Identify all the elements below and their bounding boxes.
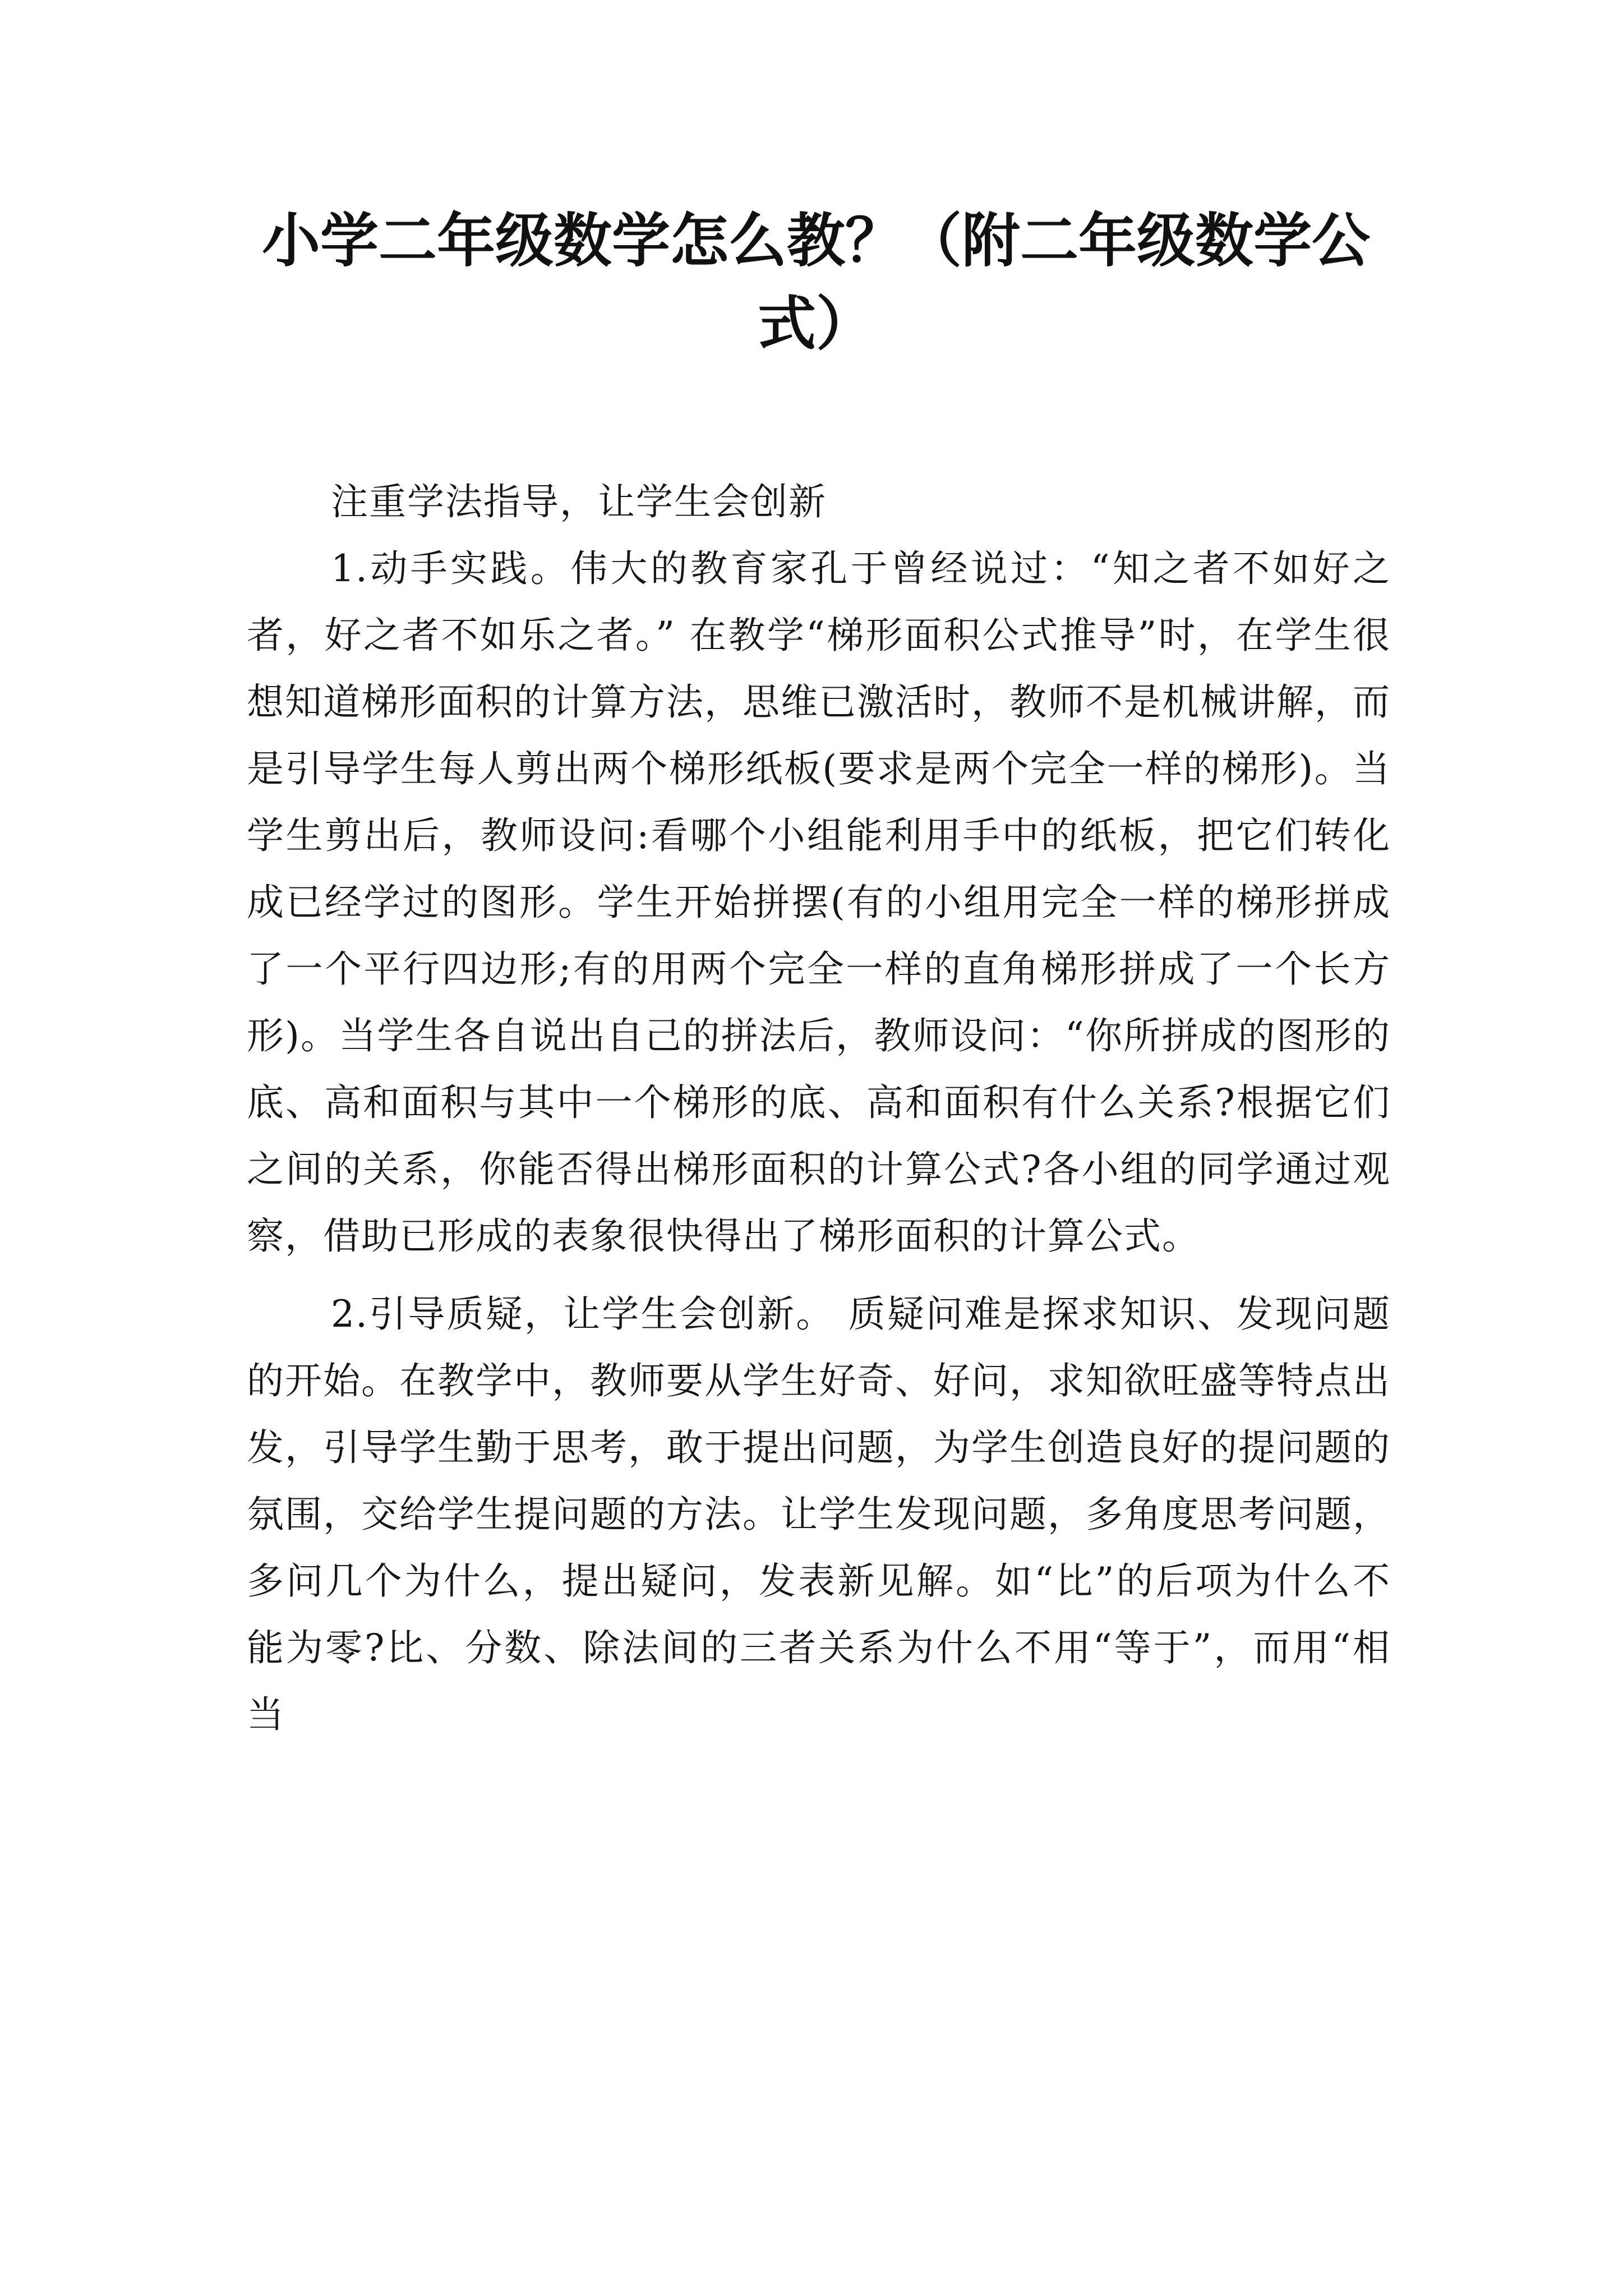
document-title: 小学二年级数学怎么教？（附二年级数学公式）: [261, 206, 1370, 358]
paragraph-hands-on-practice: 1.动手实践。伟大的教育家孔于曾经说过：“知之者不如好之者，好之者不如乐之者。” 在教学“梯形面积公式推导”时，在学生很想知道梯形面积的计算方法，思维已激活时，教师不是机械讲解，而是引导学生每人剪出两个梯形纸板(要求是两个完全一样的梯形)。当学生剪出后，教师设问:看哪个小组能利用手中的纸板，把它们转化成已经学过的图形。学生开始拼摆(有的小组用完全一样的梯形拼成了一个平行四边形;有的用两个完全一样的直角梯形拼成了一个长方形)。当学生各自说出自己的拼法后，教师设问：“你所拼成的图形的底、高和面积与其中一个梯形的底、高和面积有什么关系?根据它们之间的关系，你能否得出梯形面积的计算公式?各小组的同学通过观察，借助已形成的表象很快得出了梯形面积的计算公式。: [247, 547, 1391, 1258]
document-body: [247, 468, 1391, 1748]
section-heading-paragraph: 注重学法指导，让学生会创新: [331, 480, 827, 523]
paragraph-guide-questioning: 2.引导质疑，让学生会创新。 质疑问难是探求知识、发现问题的开始。在教学中，教师要从学生好奇、好问，求知欲旺盛等特点出发，引导学生勤于思考，敢于提出问题，为学生创造良好的提问题的氛围，交给学生提问题的方法。让学生发现问题，多角度思考问题，多问几个为什么，提出疑问，发表新见解。如“比”的后项为什么不能为零?比、分数、除法间的三者关系为什么不用“等于”，而用“相当: [247, 1292, 1391, 1736]
